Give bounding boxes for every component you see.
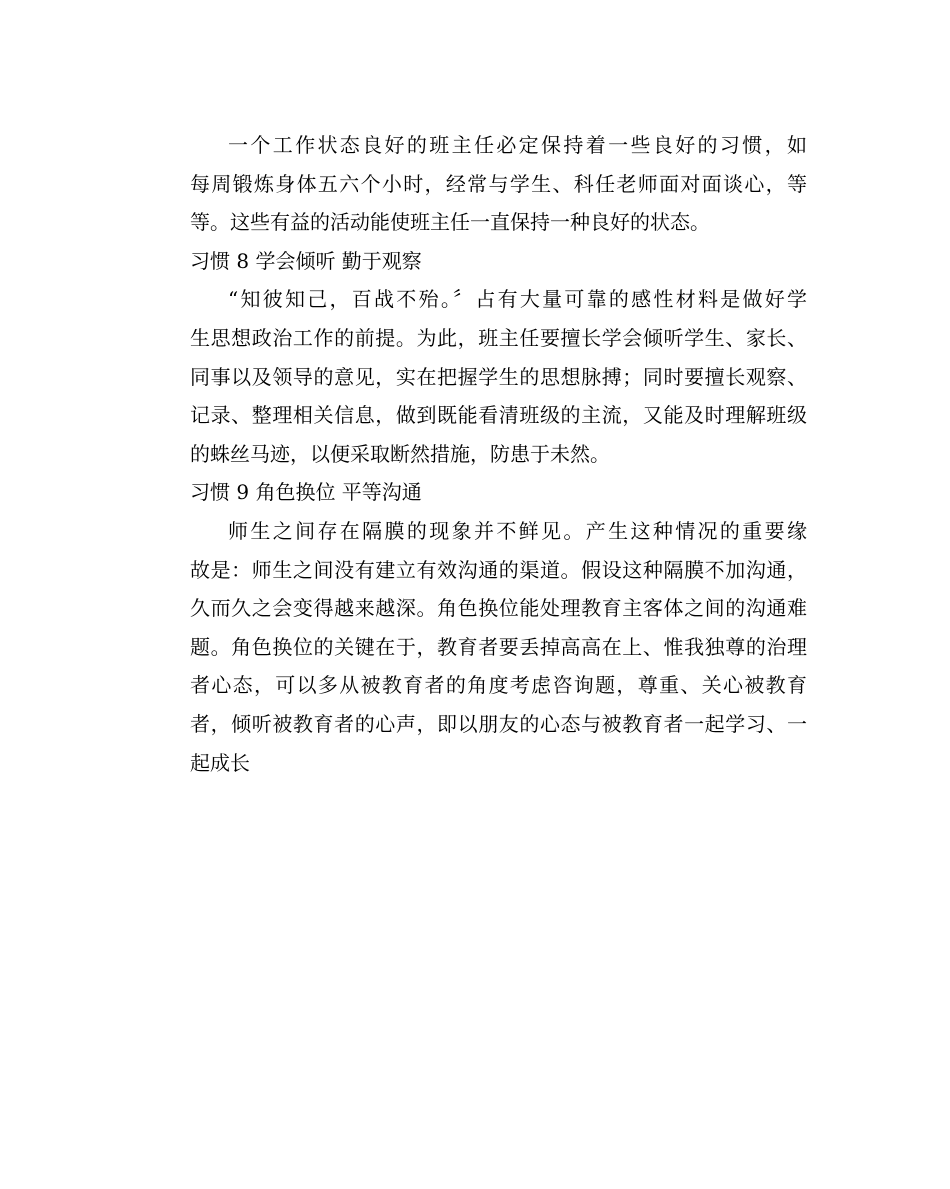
- text-line: 题。角色换位的关键在于，教育者要丢掉高高在上、惟我独尊的治理: [190, 634, 807, 659]
- text-line: 生思想政治工作的前提。为此，班主任要擅长学会倾听学生、家长、: [190, 325, 807, 350]
- text-line: 久而久之会变得越来越深。角色换位能处理教育主客体之间的沟通难: [190, 596, 807, 621]
- text-line: 每周锻炼身体五六个小时，经常与学生、科任老师面对面谈心，等: [190, 171, 807, 196]
- text-line: 同事以及领导的意见，实在把握学生的思想脉搏；同时要擅长观察、: [190, 364, 807, 389]
- text-line: 故是：师生之间没有建立有效沟通的渠道。假设这种隔膜不加沟通，: [190, 557, 807, 582]
- text-line: 一个工作状态良好的班主任必定保持着一些良好的习惯，如: [228, 133, 807, 157]
- text-line: 的蛛丝马迹，以便采取断然措施，防患于未然。: [190, 441, 610, 466]
- document-body: [143, 126, 807, 782]
- paragraph-habit-9: [143, 512, 807, 782]
- text-line: 起成长: [190, 750, 250, 775]
- paragraph-habit-intro: [143, 126, 807, 242]
- text-line: 记录、整理相关信息，做到既能看清班级的主流，又能及时理解班级: [190, 403, 807, 428]
- text-line: 师生之间存在隔膜的现象并不鲜见。产生这种情况的重要缘: [228, 518, 807, 543]
- text-line: 者，倾听被教育者的心声，即以朋友的心态与被教育者一起学习、一: [190, 711, 807, 736]
- text-line: 等。这些有益的活动能使班主任一直保持一种良好的状态。: [190, 210, 710, 235]
- paragraph-habit-8: [143, 280, 807, 473]
- section-heading-habit-8: 习惯 8 学会倾听 勤于观察: [190, 248, 422, 273]
- section-heading-habit-9: 习惯 9 角色换位 平等沟通: [190, 480, 422, 505]
- text-line: “知彼知己，百战不殆。〞占有大量可靠的感性材料是做好学: [228, 287, 807, 312]
- text-line: 者心态，可以多从被教育者的角度考虑咨询题，尊重、关心被教育: [190, 673, 807, 698]
